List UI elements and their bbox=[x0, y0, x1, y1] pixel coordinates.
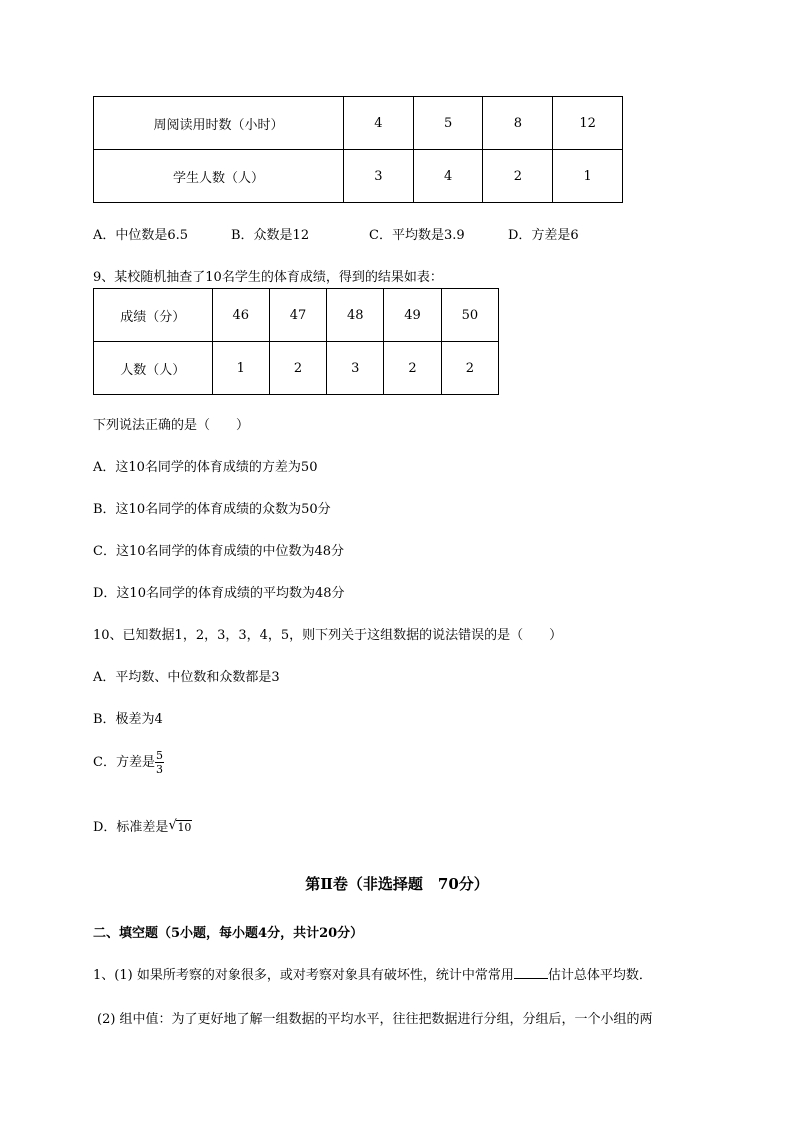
fraction-denominator: 3 bbox=[155, 763, 163, 776]
table-cell: 4 bbox=[413, 150, 483, 203]
q9-prompt: 下列说法正确的是（ ） bbox=[93, 418, 250, 433]
answer-blank bbox=[514, 965, 548, 979]
q8-option-d: D．方差是6 bbox=[508, 228, 579, 243]
q8-option-c: C．平均数是3.9 bbox=[369, 228, 465, 243]
table-cell: 2 bbox=[384, 342, 441, 395]
q9-option-a: A．这10名同学的体育成绩的方差为50 bbox=[93, 460, 318, 475]
table-cell: 48 bbox=[327, 289, 384, 342]
q10-option-c bbox=[93, 750, 164, 775]
section-heading: 二、填空题（5小题，每小题4分，共计20分） bbox=[93, 926, 364, 941]
table-cell: 3 bbox=[327, 342, 384, 395]
table-header-cell: 学生人数（人） bbox=[94, 150, 344, 203]
table-cell: 5 bbox=[413, 97, 483, 150]
q10-option-c-label: C．方差是 bbox=[93, 755, 155, 770]
square-root bbox=[168, 820, 192, 835]
fill-q1-part2: (2) 组中值：为了更好地了解一组数据的平均水平，往往把数据进行分组，分组后，一个小组的两 bbox=[97, 1012, 653, 1027]
q10-option-b: B．极差为4 bbox=[93, 712, 163, 727]
q8-option-b: B．众数是12 bbox=[231, 228, 310, 243]
q8-option-a: A．中位数是6.5 bbox=[93, 228, 189, 243]
q9-option-d: D．这10名同学的体育成绩的平均数为48分 bbox=[93, 586, 345, 601]
reading-time-table bbox=[93, 96, 623, 203]
table-cell: 50 bbox=[441, 289, 498, 342]
score-table bbox=[93, 288, 499, 395]
table-cell: 2 bbox=[441, 342, 498, 395]
table-cell: 2 bbox=[483, 150, 553, 203]
q10-option-d bbox=[93, 816, 192, 835]
table-header-cell: 成绩（分） bbox=[94, 289, 213, 342]
fill-q1-part1 bbox=[93, 964, 652, 983]
fill-q1-part1-text-a: 1、(1) 如果所考察的对象很多，或对考察对象具有破坏性，统计中常常用 bbox=[93, 968, 514, 983]
table-header-cell: 人数（人） bbox=[94, 342, 213, 395]
table-cell: 1 bbox=[553, 150, 623, 203]
table-cell: 49 bbox=[384, 289, 441, 342]
q10-option-a: A．平均数、中位数和众数都是3 bbox=[93, 670, 280, 685]
table-cell: 12 bbox=[553, 97, 623, 150]
q9-option-c: C．这10名同学的体育成绩的中位数为48分 bbox=[93, 544, 345, 559]
table-cell: 3 bbox=[344, 150, 414, 203]
table-cell: 8 bbox=[483, 97, 553, 150]
radicand: 10 bbox=[177, 821, 192, 834]
table-cell: 47 bbox=[269, 289, 326, 342]
table-header-cell: 周阅读用时数（小时） bbox=[94, 97, 344, 150]
fraction-numerator: 5 bbox=[155, 749, 163, 762]
q9-option-b: B．这10名同学的体育成绩的众数为50分 bbox=[93, 502, 331, 517]
table-cell: 2 bbox=[269, 342, 326, 395]
table-cell: 1 bbox=[212, 342, 269, 395]
table-cell: 46 bbox=[212, 289, 269, 342]
fill-q1-part1-text-b: 估计总体平均数． bbox=[547, 968, 652, 983]
radical-sign: √ bbox=[168, 818, 177, 833]
q9-stem: 9、某校随机抽查了10名学生的体育成绩，得到的结果如表： bbox=[93, 270, 443, 285]
section-title: 第Ⅱ卷（非选择题 70分） bbox=[305, 875, 489, 893]
q10-option-d-label: D．标准差是 bbox=[93, 820, 169, 835]
fraction bbox=[155, 750, 164, 775]
q10-stem: 10、已知数据1，2，3，3，4，5，则下列关于这组数据的说法错误的是（ ） bbox=[93, 628, 563, 643]
table-cell: 4 bbox=[344, 97, 414, 150]
